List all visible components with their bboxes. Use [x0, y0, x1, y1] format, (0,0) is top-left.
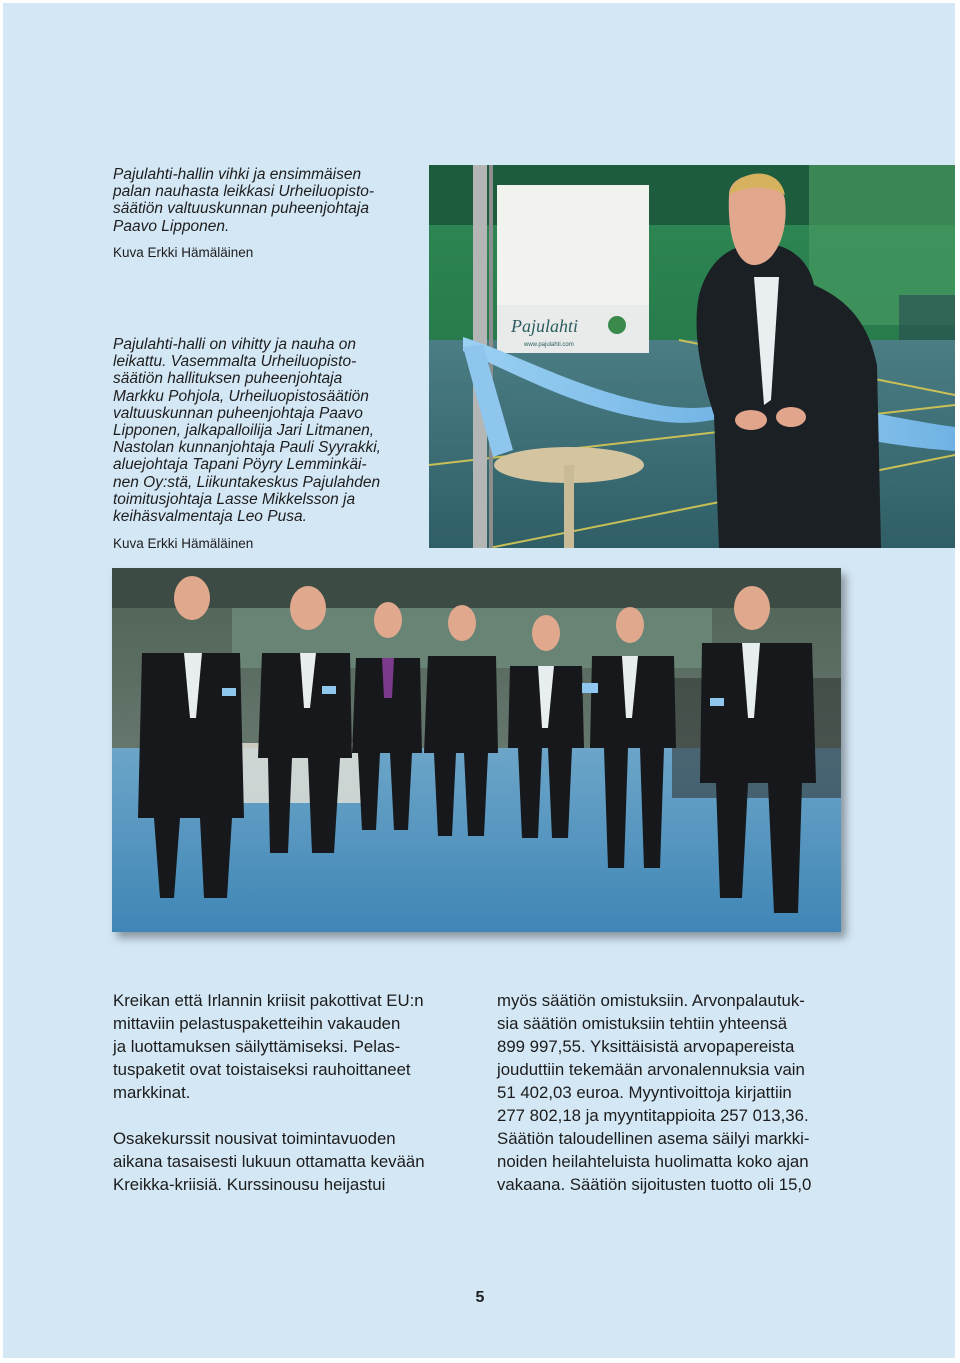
ribbon-cutting-photo: [429, 165, 955, 548]
body-paragraph: myös säätiön omistuksiin. Arvonpalautuk- sia säätiön omistuksiin tehtiin yhteensä 899 997,55. Yksittäisistä arvopapereista jouduttiin tekemään arvonalennuksia vain 51 402,03 euroa. Myyntivoittoja kirjattiin 277 802,18 ja myyntitappioita 257 013,36. Säätiön taloudellinen asema säilyi markki- noiden heilahteluista huolimatta koko ajan vakaana. Säätiön sijoitusten tuotto oli 15,0: [497, 991, 812, 1194]
body-paragraph: Kreikan että Irlannin kriisit pakottivat EU:n mittaviin pelastuspaketteihin vakauden ja luottamuksen säilyttämiseksi. Pelas- tuspaketit ovat toistaiseksi rauhoittaneet markkinat.: [113, 991, 424, 1102]
body-column-left: [113, 989, 464, 1219]
group-photo: [112, 568, 841, 932]
photo-caption-top: Pajulahti-hallin vihki ja ensimmäisen palan nauhasta leikkasi Urheiluopisto- säätiön valtuuskunnan puheenjohtaja Paavo Lipponen.: [113, 166, 375, 235]
page-number: 5: [475, 1289, 485, 1306]
pajulahti-sign-text: Pajulahti: [511, 316, 578, 336]
photo-credit-group: Kuva Erkki Hämäläinen: [113, 536, 254, 551]
body-paragraph: Osakekurssit nousivat toimintavuoden aikana tasaisesti lukuun ottamatta kevään Kreikka-kriisiä. Kurssinousu heijastui: [113, 1129, 425, 1194]
photo-credit-top: Kuva Erkki Hämäläinen: [113, 245, 254, 260]
pajulahti-sign-url: www.pajulahti.com: [524, 342, 574, 348]
body-column-right: [497, 989, 848, 1219]
photo-caption-group: Pajulahti-halli on vihitty ja nauha on leikattu. Vasemmalta Urheiluopisto- säätiön hallituksen puheenjohtaja Markku Pohjola, Urheiluopistosäätiön valtuuskunnan puheenjohtaja Paavo Lipponen, jalkapalloilija Jari Litmanen, Nastolan kunnanjohtaja Pauli Syyrakki, aluejohtaja Tapani Pöyry Lemminkäi- nen Oy:stä, Liikuntakeskus Pajulahden toimitusjohtaja Lasse Mikkelsson ja keihäsvalmentaja Leo Pusa.: [113, 336, 381, 526]
